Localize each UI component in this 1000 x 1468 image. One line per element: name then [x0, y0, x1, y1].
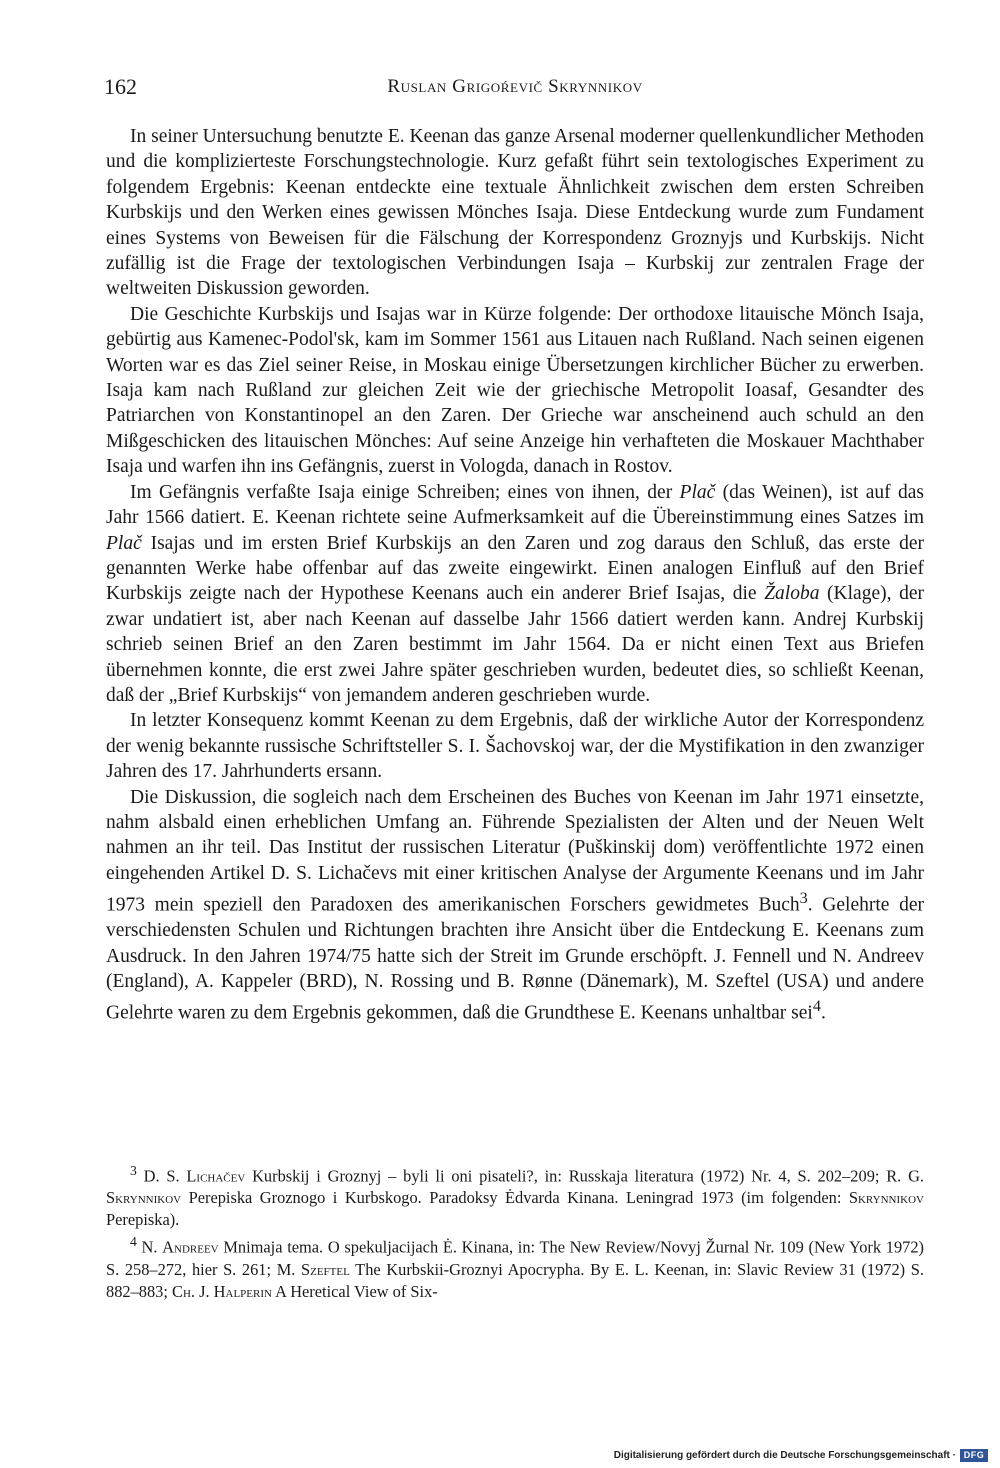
- text-run: . Gelehrte der verschiedensten Schulen und Richtungen brachten ihre Ansicht über die Entdeckung E. Keenans zum Ausdruck. In den Jahren 1974/75 hatte sich der Streit im Grunde erschöpft. J. Fennell und N. Andreev (England), A. Kappeler (BRD), N. Rossing und B. Rønne (Dänemark), M. Szeftel (USA) und andere Gelehrte waren zu dem Ergebnis gekommen, daß die Grundthese E. Keenans unhaltbar sei: [106, 894, 924, 1024]
- text-run: Im Gefängnis verfaßte Isaja einige Schreiben; eines von ihnen, der: [130, 481, 680, 503]
- body-text: [106, 124, 924, 1026]
- author-name: Szeftel: [301, 1259, 350, 1279]
- text-run: Kurbskij i Groznyj – byli li oni pisateli?, in: Russkaja literatura (1972) Nr. 4, S. 202–209; R. G.: [245, 1166, 925, 1186]
- footnote-3: [106, 1160, 924, 1231]
- author-name: Andreev: [162, 1237, 219, 1257]
- title-zaloba: Žaloba: [764, 583, 820, 605]
- text-run: Perepiska).: [106, 1210, 180, 1230]
- footnote-ref-3: 3: [799, 889, 808, 908]
- paragraph-1: In seiner Untersuchung benutzte E. Keenan das ganze Arsenal moderner quellenkundlicher Methoden und die komplizierteste Forschungstechnologie. Kurz gefaßt führt sein textologisches Experiment zu folgendem Ergebnis: Keenan entdeckte eine textuale Ähnlichkeit zwischen dem ersten Schreiben Kurbskijs und den Werken eines gewissen Mönches Isaja. Diese Entdeckung wurde zum Fundament eines Systems von Beweisen für die Fälschung der Korrespondenz Groznyjs und Kurbskijs. Nicht zufällig ist die Frage der textologischen Verbindungen Isaja – Kurbskij zur zentralen Frage der weltweiten Diskussion geworden.: [106, 126, 924, 300]
- text-run: N.: [136, 1237, 163, 1257]
- funding-credit: Digitalisierung gefördert durch die Deutsche Forschungsgemeinschaft ·: [613, 1449, 956, 1461]
- text-run: Perepiska Groznogo i Kurbskogo. Paradoksy Ėdvarda Kinana. Leningrad 1973 (im folgenden:: [181, 1188, 849, 1208]
- author-name: Skrynnikov: [106, 1188, 182, 1208]
- footnotes: [106, 1160, 924, 1303]
- text-run: (das Weinen), ist auf das Jahr 1566 datiert. E. Keenan richtete seine Aufmerksamkeit auf die Übereinstimmung eines Satzes im: [106, 481, 924, 529]
- page-header: [104, 74, 926, 104]
- author-name: Lichačev: [186, 1166, 246, 1186]
- paragraph-3: [106, 480, 924, 709]
- title-plac: Plač: [106, 532, 142, 554]
- text-run: Mnimaja tema. O spekuljacijach Ė. Kinana, in: The New Review/Novyj Žurnal Nr. 109 (New York 1972) S. 258–272, hier S. 261; M.: [106, 1237, 924, 1279]
- author-name: Ch. J. Halperin: [172, 1281, 272, 1301]
- footnote-4: [106, 1231, 924, 1302]
- text-run: D. S.: [136, 1166, 187, 1186]
- footnote-ref-4: 4: [812, 997, 821, 1016]
- digitization-footer: [614, 1447, 988, 1463]
- text-run: Die Diskussion, die sogleich nach dem Erscheinen des Buches von Keenan im Jahr 1971 einsetzte, nahm alsbald einen erheblichen Umfang an. Führende Spezialisten der Alten und der Neuen Welt nahmen an ihr teil. Das Institut der russischen Literatur (Puškinskij dom) veröffentlichte 1972 einen eingehenden Artikel D. S. Lichačevs mit einer kritischen Analyse der Argumente Keenans und im Jahr 1973 mein speziell den Paradoxen des amerikanischen Forschers gewidmetes Buch: [106, 786, 924, 916]
- paragraph-2: Die Geschichte Kurbskijs und Isajas war in Kürze folgende: Der orthodoxe litauische Mönch Isaja, gebürtig aus Kamenec-Podol'sk, kam im Sommer 1561 aus Litauen nach Rußland. Nach seinen eigenen Worten war es das Ziel seiner Reise, in Moskau einige Übersetzungen kirchlicher Bücher zu erwerben. Isaja kam nach Rußland zur gleichen Zeit wie der griechische Metropolit Ioasaf, Gesandter des Patriarchen von Konstantinopel an den Zaren. Der Grieche war anscheinend auch schuld an den Mißgeschicken des litauischen Mönches: Auf seine Anzeige hin verhafteten die Moskauer Machthaber Isaja und warfen ihn ins Gefängnis, zuerst in Vologda, danach in Rostov.: [106, 303, 924, 478]
- footnote-number: 3: [130, 1163, 137, 1178]
- text-run: .: [820, 1002, 826, 1024]
- paragraph-5: [106, 785, 924, 1027]
- text-run: The Kurbskii-Groznyi Apocrypha. By E. L. Keenan, in: Slavic Review 31 (1972) S. 882–883;: [106, 1259, 924, 1301]
- text-run: A Heretical View of Six-: [271, 1281, 438, 1301]
- text-run: (Klage), der zwar undatiert ist, aber nach Keenan auf dasselbe Jahr 1566 datiert werden kann. Andrej Kurbskij schrieb seinen Brief an den Zaren bestimmt im Jahr 1564. Da er nicht einen Text aus Briefen übernehmen konnte, die erst zwei Jahre später geschrieben wurden, bedeutet dies, so schließt Keenan, daß der „Brief Kurbskijs“ von jemandem anderen geschrieben wurde.: [106, 583, 924, 706]
- page-number: 162: [104, 74, 137, 99]
- author-name: Skrynnikov: [848, 1188, 924, 1208]
- footnote-number: 4: [130, 1234, 137, 1250]
- running-title: Ruslan Grigoŕevič Skrynnikov: [387, 76, 643, 97]
- paragraph-4: In letzter Konsequenz kommt Keenan zu dem Ergebnis, daß der wirkliche Autor der Korrespondenz der wenig bekannte russische Schriftsteller S. I. Šachovskoj war, der die Mystifikation in den zwanziger Jahren des 17. Jahrhunderts ersann.: [106, 710, 924, 783]
- title-plac: Plač: [679, 481, 716, 503]
- text-run: Isajas und im ersten Brief Kurbskijs an den Zaren und zog daraus den Schluß, das erste der genannten Werke habe offenbar auf das zweite eingewirkt. Einen analogen Einfluß auf den Brief Kurbskijs zeigte nach der Hypothese Keenans auch ein anderer Brief Isajas, die: [106, 532, 924, 605]
- dfg-logo-icon: DFG: [960, 1449, 988, 1462]
